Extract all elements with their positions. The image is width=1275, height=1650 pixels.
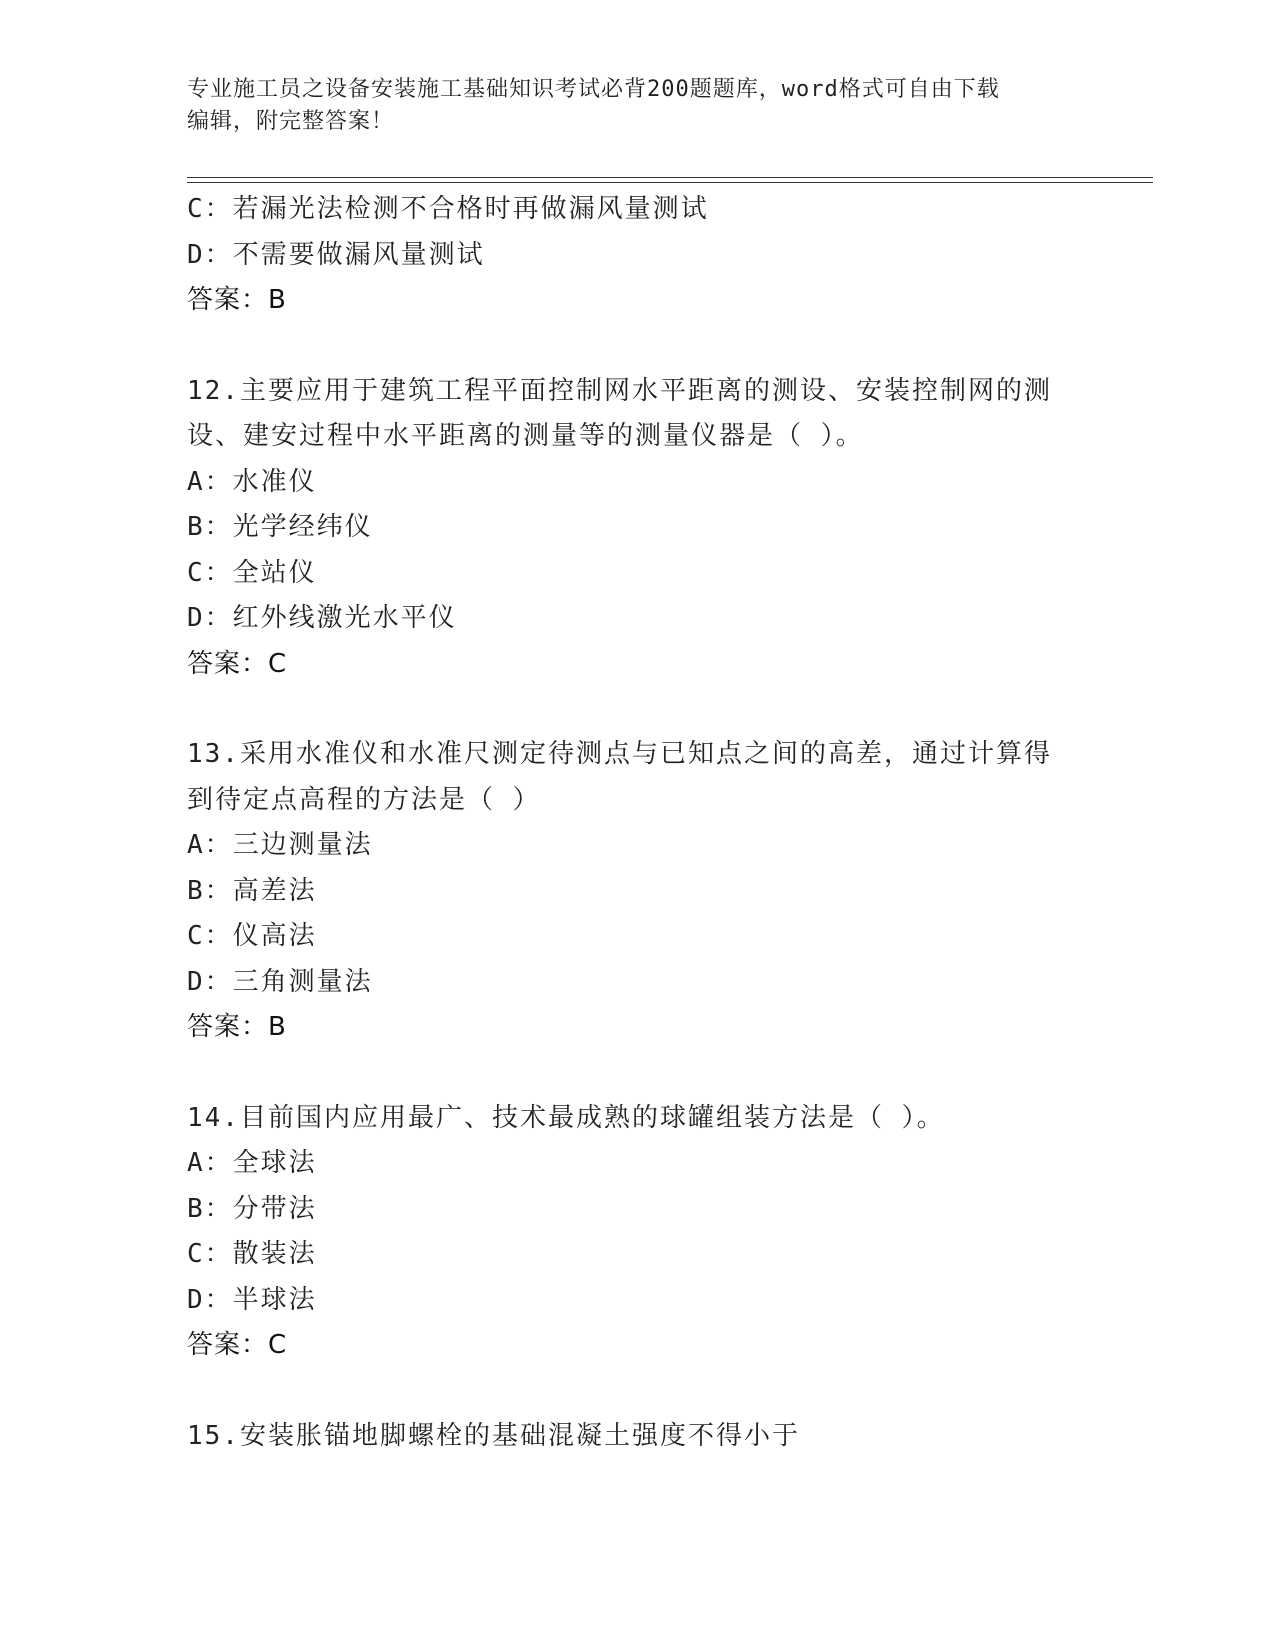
- document-header: [187, 74, 1077, 138]
- question-stem-line: 到待定点高程的方法是（ ）: [187, 784, 541, 815]
- question-stem-line: 15.安装胀锚地脚螺栓的基础混凝土强度不得小于: [187, 1420, 800, 1451]
- question-stem-line: 12.主要应用于建筑工程平面控制网水平距离的测设、安装控制网的测: [187, 375, 1052, 406]
- question-stem-line: 设、建安过程中水平距离的测量等的测量仪器是（ ）。: [187, 421, 864, 451]
- continued-question: [187, 187, 1087, 324]
- option-d: D：半球法: [187, 1284, 317, 1315]
- question-stem-line: 14.目前国内应用最广、技术最成熟的球罐组装方法是（ ）。: [187, 1102, 945, 1133]
- option-a: A：水准仪: [187, 466, 317, 497]
- option-c: C：若漏光法检测不合格时再做漏风量测试: [187, 194, 709, 224]
- question-14: [187, 1096, 1087, 1369]
- question-12: [187, 369, 1087, 688]
- header-title-line-1: 专业施工员之设备安装施工基础知识考试必背200题题库，word格式可自由下载: [187, 77, 1000, 102]
- option-b: B：高差法: [187, 875, 317, 906]
- option-b: B：光学经纬仪: [187, 512, 373, 542]
- option-d: D：三角测量法: [187, 966, 373, 997]
- answer-line: 答案：C: [187, 648, 288, 679]
- option-c: C：全站仪: [187, 557, 317, 588]
- option-b: B：分带法: [187, 1193, 317, 1224]
- option-c: C：仪高法: [187, 921, 317, 951]
- question-stem-line: 13.采用水准仪和水准尺测定待测点与已知点之间的高差，通过计算得: [187, 739, 1052, 769]
- question-15: [187, 1414, 1087, 1460]
- option-d: D：红外线激光水平仪: [187, 603, 457, 633]
- question-list: [187, 187, 1087, 1459]
- answer-line: 答案：C: [187, 1330, 288, 1360]
- answer-line: 答案：B: [187, 285, 287, 315]
- answer-line: 答案：B: [187, 1012, 287, 1042]
- option-d: D：不需要做漏风量测试: [187, 239, 485, 270]
- option-a: A：全球法: [187, 1148, 317, 1178]
- option-a: A：三边测量法: [187, 830, 373, 860]
- header-divider-bottom: [187, 182, 1153, 183]
- option-c: C：散装法: [187, 1239, 317, 1269]
- header-title-line-2: 编辑，附完整答案！: [187, 109, 395, 134]
- header-divider-top: [187, 177, 1153, 178]
- question-13: [187, 732, 1087, 1051]
